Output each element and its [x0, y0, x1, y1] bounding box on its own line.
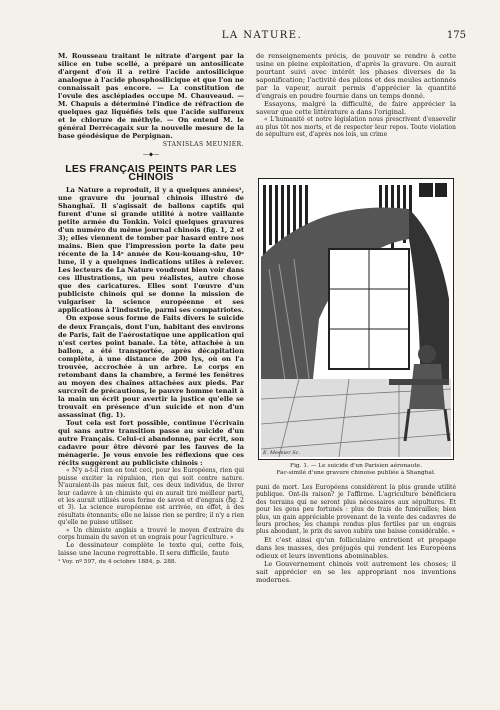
figure-caption — [258, 463, 454, 477]
paragraph: Le Gouvernement chinois voit autrement les choses; il sait apprécier en se les appropriant nos inventions modernes. — [256, 559, 456, 585]
separator-ornament: —⬥— — [142, 150, 160, 158]
quote: « Un chimiste anglais a trouvé le moyen d'extraire du corps humain du savon et un engrais pour l'agriculture. » — [58, 526, 244, 541]
footnote: ¹ Voy. nº 597, du 4 octobre 1884, p. 288. — [58, 558, 177, 565]
figure-engraving — [258, 178, 454, 460]
caption-line: Fac-similé d'une gravure chinoise publiée à Shanghaï. — [276, 470, 436, 476]
paragraph: Essayons, malgré la difficulté, de faire apprécier la saveur que cette littérature a dans l'original. — [256, 100, 456, 117]
academy-report: M. Rousseau traitant le nitrate d'argent par la silice en tube scellé, a préparé un antosilicate d'argent d'où il a retiré l'acide antosilicique analogue à l'acide phosphosilicique et que l'on ne connaissait pas encore. — La constitution de l'ovule des asclépiades occupe M. Chauveaud. — M. Chapuis a déterminé l'indice de réfraction de quelques gaz liquéfiés tels que l'acide sulfureux et le chlorure de méthyle. — On entend M. le général Derrécagaix sur la nouvelle mesure de la base géodésique de Perpignan. — [58, 52, 244, 141]
paragraph: La Nature a reproduit, il y a quelques années¹, une gravure du journal chinois illustré de Shanghaï. Il s'agissait de ballons captifs qui furent d'une si grande utilité à notre vaillante petite armée du Tonkin. Voici quelques gravures d'un numéro du même journal chinois (fig. 1, 2 et 3); elles viennent de tomber par hasard entre nos mains. Bien que l'impression porte la date peu récente de la 14ᵉ année de Kou-kouang-shu, 10ᵉ lune, il y a quelques indications utiles à relever. Les lecteurs de La Nature voudront bien voir dans ces illustrations, un peu réalistes, autre chose que des caricatures. Elles sont l'œuvre d'un publiciste chinois qui se donne la mission de vulgariser la science européenne et ses applications à l'industrie, parmi ses compatriotes. — [58, 185, 244, 315]
page-number: 175 — [446, 30, 466, 41]
left-column — [58, 52, 244, 566]
paragraph: Le dessinateur complète le texte qui, cette fois, laisse une lacune regrettable. Il sera difficile, faute — [58, 541, 244, 558]
article-heading: LES FRANÇAIS PEINTS PAR LES CHINOIS — [65, 162, 237, 183]
paragraph: On expose sous forme de Faits divers le suicide de deux Français, dont l'un, habitant des environs de Paris, fait de l'aérostatique une application qui n'est certes point banale. La tête, attachée à un ballon, a été transportée, après décapitation complète, à une distance de 200 lys, où on l'a trouvée, accrochée à un arbre. Le corps en retombant dans la chambre, a fermé les fenêtres au moyen des chaînes attachées aux pieds. Par surcroît de précautions, le pauvre homme tenait à la main un écrit pour avertir la justice qu'elle se trouvait en présence d'un suicide et non d'un assassinat (fig. 1). — [58, 314, 244, 420]
paragraph: Et c'est ainsi qu'un folliculaire entretient et propage dans les masses, des préjugés qui rendent les Européens odieux et leurs inventions abominables. — [256, 535, 456, 560]
right-column-bottom — [256, 484, 456, 584]
paragraph: Tout cela est fort possible, continue l'écrivain qui sans autre transition passe au suicide d'un autre Français. Celui-ci abandonne, par écrit, son cadavre pour être dévoré par les fauves de la ménagerie. Je vous envoie les réflexions que ces récits suggèrent au publiciste chinois : — [58, 419, 244, 468]
signature: STANISLAS MEUNIER. — [162, 140, 244, 148]
quote: puni de mort. Les Européens considèrent la plus grande utilité publique. Ont-ils raison? je l'affirme. L'agriculture bénéficiera des terrains qui ne seront plus nécessaires aux sépultures. Et pour les gens peu fortunés : plus de frais de funérailles; bien plus, un gain appréciable provenant de la vente des cadavres de leurs proches; les champs rendus plus fertiles par un engrais plus abondant, le prix du savon subira une baisse considérable. » — [256, 484, 456, 536]
running-header — [58, 30, 466, 44]
quote: « L'humanité et notre législation nous prescrivent d'ensevelir au plus tôt nos morts, et de respecter leur repos. Toute violation de sépulture est, d'après nos lois, un crime — [256, 116, 456, 139]
caption-line: Fig. 1. — Le suicide d'un Parisien aéronaute. — [290, 463, 422, 469]
paragraph: de renseignements précis, de pouvoir se rendre à cette usine en pleine exploitation, d'après la gravure. On aurait pourtant suivi avec intérêt les phases diverses de la saponification; l'activité des pilons et des meules actionnés par la vapeur, aurait permis d'apprécier la quantité d'engrais en poudre fournie dans un temps donné. — [256, 52, 456, 101]
engraving-illustration — [259, 179, 453, 459]
artist-signature: E. Mesnier Sc. — [263, 450, 301, 456]
journal-title: LA NATURE. — [221, 30, 303, 41]
quote: « N'y a-t-il rien en tout ceci, pour les Européens, rien qui puisse exciter la répulsion, rien qui soit contre nature. N'auraient-ils pas mieux fait, ces deux individus, de livrer leur cadavre à un chimiste qui en aurait tiré meilleur parti, et les aurait utilisés sous forme de savon et d'engrais (fig. 2 et 3). La science européenne est arrivée, en effet, à des résultats étonnants; elle ne laisse rien se perdre; il n'y a rien qu'elle ne puisse utiliser. — [58, 467, 244, 527]
right-column-top — [256, 52, 456, 139]
